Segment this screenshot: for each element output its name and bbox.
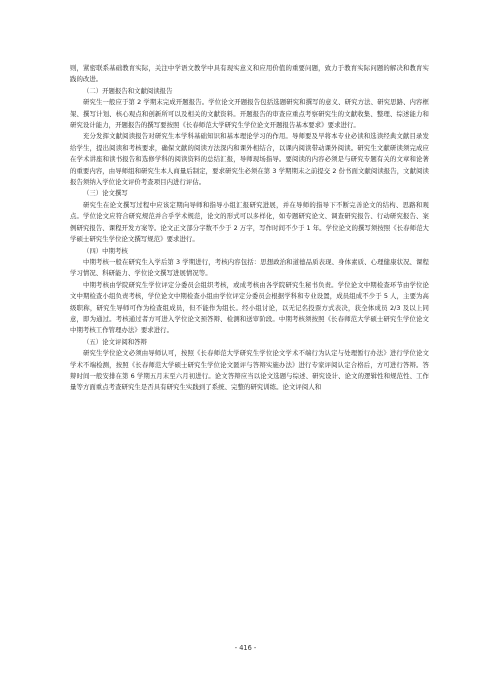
section-heading: （五）论文评阅和答辩 [83, 337, 147, 346]
paragraph: 中期考核由学院研究生学位评定分委员会组织考核，或成考核由各学院研究生秘书负责。学位论文中期检查环节由学位论文中期检查小组负责考核，学位论文中期检查小组由学位评定分委员会根据学科和专业设置，成员组成不少于 5 人，主要为高级职称，研究生导师可作为检查组成员，但不能作为组长。经小组讨论，以无记名投票方式表决，获全体成员 2/3 及以上同意，即为通过。考核通过者方可进入学位论文预答辩、检测和送审阶段。中期考核须按照《长春师范大学硕士研究生学位论文中期考核工作管理办法》要求进行。 [70, 280, 429, 335]
section-heading: （三）论文撰写 [83, 189, 128, 198]
section-heading: （二）开题报告和文献阅读报告 [83, 86, 173, 95]
paragraph: 则，紧密联系基础教育实际，关注中学语文教学中具有现实意义和应用价值的重要问题，致力于教育实际问题的解决和教育实践的改进。 [70, 64, 429, 84]
paragraph: 研究生在论文撰写过程中应该定期向导师和指导小组汇报研究进展，并在导师的指导下不断完善论文的结构、思路和观点。学位论文应符合研究规范并合乎学术规范，论文的形式可以多样化，如专题研究论文、调查研究报告、行动研究报告、案例研究报告、课程开发方案等。论文正文部分字数不少于 2 万字，写作时间不少于 1 年。学位论文的撰写须按照《长春师范大学硕士研究生学位论文撰写规范》要求进行。 [70, 200, 429, 244]
document-body [70, 63, 429, 394]
paragraph: 充分发挥文献阅读报告对研究生本学科基础知识和基本理论学习的作用。导师要及早将本专业必读和选读经典文献目录发给学生，提出阅读和考核要求，确保文献的阅读方法深内和课外相结合，以课内阅读带动课外阅读。研究生文献研读须完成应在学术讲座和读书报告和选修学科的阅读资料的总结汇报，导师现场指导。要阅读的内容必须是与研究专题有关的文章和论著的重要内容，由导师组和研究生本人商量后制定，要求研究生必须在第 3 学期期末之前提交 2 份书面文献阅读报告，文献阅读报告须纳入学位论文评价考查项目内进行评估。 [70, 132, 429, 187]
paragraph: 研究生学位论文必须由导师认可，按照《长春师范大学研究生学位论文学术不端行为认定与处理暂行办法》进行学位论文学术不端检测，按照《长春师范大学硕士研究生学位论文匿评与答辩实施办法》进行专家评阅认定合格后，方可进行答辩。答辩时间一般安排在第 6 学期五月末至六月初进行。论文答辩应当以论文选题与综述、研究设计、论文的逻辑性和规范性、工作量等方面重点考查研究生是否具有研究生实践到了系统、完整的研究训练。论文评阅人和 [70, 349, 429, 392]
paragraph: 研究生一般应于第 2 学期末完成开题报告。学位论文开题报告包括选题研究和撰写的意义、研究方法、研究思路、内容框架、撰写计划、核心观点和创新所可以及相关的文献资料。开题报告的审查应重点考察研究生的文献收集、整理、综述能力和研究设计能力，开题报告的撰写要按照《长春师范大学研究生学位论文开题报告基本要求》要求进行。 [70, 98, 429, 130]
paragraph: 中期考核一般在研究生入学后第 3 学期进行，考核内容包括：思想政治和道德品质表现、身体素质、心理健康状况、课程学习情况、科研能力、学位论文撰写进展情况等。 [70, 257, 429, 278]
page-number: - 416 - [234, 644, 257, 652]
section-heading: （四）中期考核 [83, 246, 128, 255]
